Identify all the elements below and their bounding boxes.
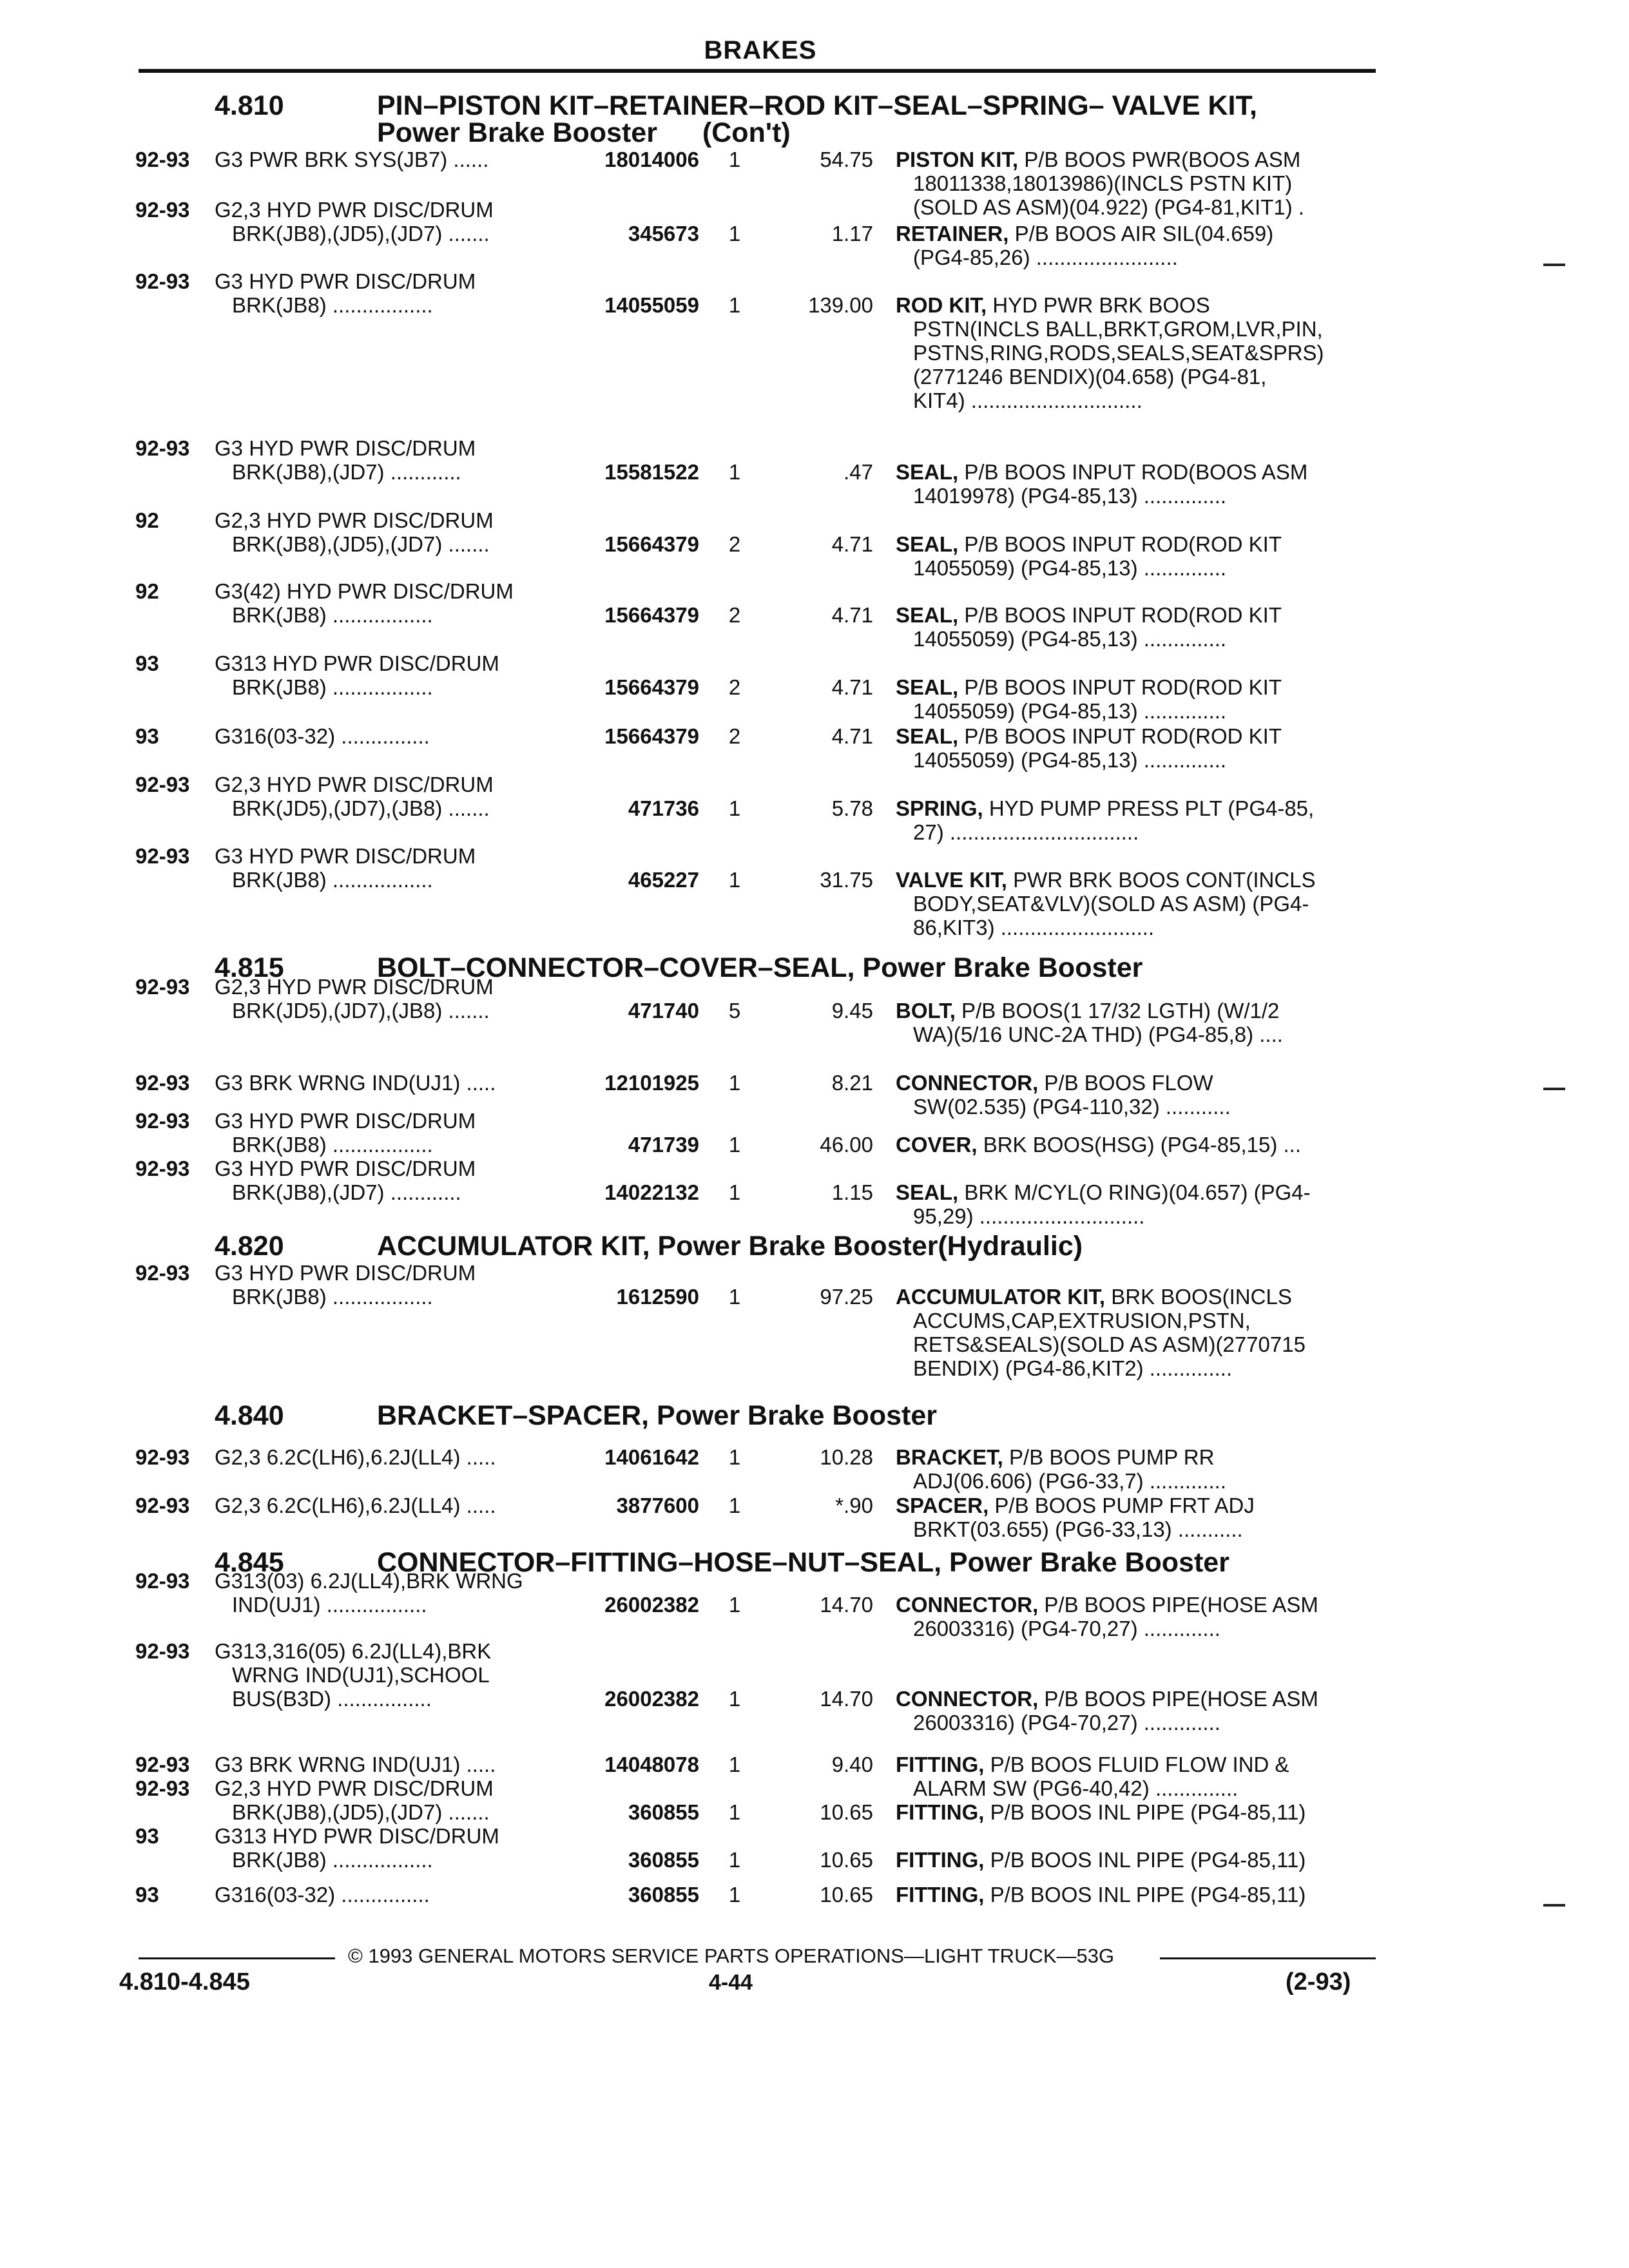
description-line [896, 1071, 1213, 1095]
application-line: G2,3 HYD PWR DISC/DRUM [215, 508, 494, 532]
price: 14.70 [820, 1687, 873, 1711]
model-year: 92-93 [135, 269, 190, 293]
description-line: 14019978) (PG4-85,13) .............. [913, 484, 1227, 508]
section-subtitle-text: Power Brake Booster [377, 117, 657, 148]
description-line [896, 1133, 1301, 1157]
quantity: 1 [728, 460, 741, 484]
description-text: P/B BOOS INL PIPE (PG4-85,11) [984, 1800, 1306, 1824]
description-line [896, 148, 1300, 171]
description-line: BRKT(03.655) (PG6-33,13) ........... [913, 1517, 1243, 1541]
description-line [896, 293, 1210, 317]
part-number: 360855 [628, 1800, 699, 1824]
description-text: BRK M/CYL(O RING)(04.657) (PG4- [958, 1180, 1311, 1204]
description-text: BRK BOOS(HSG) (PG4-85,15) ... [977, 1133, 1301, 1157]
application-line: BRK(JD5),(JD7),(JB8) ....... [232, 999, 490, 1023]
model-year: 92-93 [135, 1753, 190, 1776]
description-line: 14055059) (PG4-85,13) .............. [913, 699, 1227, 723]
description-line [896, 532, 1282, 556]
footer-copyright: © 1993 GENERAL MOTORS SERVICE PARTS OPERATIONS—LIGHT TRUCK—53G [348, 1945, 1115, 1967]
description-line: (PG4-85,26) ........................ [913, 245, 1178, 269]
section-title-rest: Power Brake Booster [941, 1547, 1229, 1578]
part-number: 14055059 [604, 293, 699, 317]
application-line: IND(UJ1) ................. [232, 1593, 427, 1617]
part-name: SPACER, [896, 1494, 989, 1517]
price: 46.00 [820, 1133, 873, 1157]
application-line: G3 HYD PWR DISC/DRUM [215, 269, 476, 293]
application-line: G316(03-32) ............... [215, 1883, 430, 1907]
description-line: PSTNS,RING,RODS,SEALS,SEAT&SPRS) [913, 341, 1324, 365]
part-name: BRACKET, [896, 1445, 1003, 1469]
description-line: RETS&SEALS)(SOLD AS ASM)(2770715 [913, 1332, 1306, 1356]
price: *.90 [835, 1494, 873, 1517]
quantity: 1 [728, 796, 741, 820]
model-year: 92 [135, 508, 159, 532]
description-text: P/B BOOS PIPE(HOSE ASM [1038, 1593, 1318, 1617]
section-title [377, 91, 1257, 120]
part-name: RETAINER, [896, 222, 1009, 245]
application-line: BRK(JB8) ................. [232, 293, 433, 317]
part-number: 18014006 [604, 148, 699, 171]
application-line: BRK(JB8) ................. [232, 675, 433, 699]
quantity: 1 [728, 1800, 741, 1824]
section-title-rest: Power Brake Booster [649, 1400, 937, 1431]
description-text: P/B BOOS PWR(BOOS ASM [1018, 148, 1301, 171]
section-subtitle [377, 119, 836, 147]
application-line: BRK(JB8),(JD5),(JD7) ....... [232, 532, 490, 556]
application-line: G3 PWR BRK SYS(JB7) ...... [215, 148, 489, 171]
part-name: FITTING, [896, 1753, 985, 1776]
section-title [377, 1232, 1083, 1260]
model-year: 92-93 [135, 773, 190, 796]
description-text: P/B BOOS FLUID FLOW IND & [984, 1753, 1289, 1776]
header-rule [139, 69, 1376, 73]
price: 4.71 [831, 603, 873, 627]
description-text: P/B BOOS(1 17/32 LGTH) (W/1/2 [955, 999, 1280, 1023]
model-year: 92 [135, 579, 159, 603]
part-name: FITTING, [896, 1800, 985, 1824]
price: 10.65 [820, 1800, 873, 1824]
application-line: BRK(JB8) ................. [232, 1848, 433, 1872]
model-year: 92-93 [135, 844, 190, 868]
description-line [896, 1883, 1306, 1907]
part-number: 360855 [628, 1848, 699, 1872]
application-line: BRK(JB8),(JD5),(JD7) ....... [232, 222, 490, 245]
application-line: G3 HYD PWR DISC/DRUM [215, 1261, 476, 1285]
application-line: G3(42) HYD PWR DISC/DRUM [215, 579, 514, 603]
description-line [896, 675, 1282, 699]
part-name: CONNECTOR, [896, 1687, 1039, 1711]
application-line: WRNG IND(UJ1),SCHOOL [232, 1663, 490, 1687]
section-number: 4.810 [215, 90, 284, 121]
application-line: BRK(JB8) ................. [232, 1285, 433, 1309]
model-year: 92-93 [135, 975, 190, 999]
quantity: 1 [728, 1687, 741, 1711]
description-line: 18011338,18013986)(INCLS PSTN KIT) [913, 171, 1293, 195]
section-title-main: BRACKET–SPACER, [377, 1400, 650, 1431]
application-line: BRK(JB8) ................. [232, 603, 433, 627]
model-year: 92-93 [135, 1776, 190, 1800]
description-line: PSTN(INCLS BALL,BRKT,GROM,LVR,PIN, [913, 317, 1323, 341]
footer-page-number: 4-44 [709, 1970, 753, 1995]
part-number: 14048078 [604, 1753, 699, 1776]
description-line [896, 460, 1307, 484]
description-line [896, 1593, 1318, 1617]
part-number: 15664379 [604, 532, 699, 556]
section-title-main: PIN–PISTON KIT–RETAINER–ROD KIT–SEAL–SPRING– VALVE KIT, [377, 90, 1257, 121]
model-year: 92-93 [135, 1157, 190, 1180]
footer-date: (2-93) [1286, 1968, 1351, 1995]
application-line: BRK(JB8) ................. [232, 1133, 433, 1157]
description-line [896, 222, 1273, 245]
price: 1.17 [831, 222, 873, 245]
part-number: 14022132 [604, 1180, 699, 1204]
description-line: 14055059) (PG4-85,13) .............. [913, 627, 1227, 651]
description-text: P/B BOOS FLOW [1038, 1071, 1213, 1095]
application-line: G2,3 HYD PWR DISC/DRUM [215, 773, 494, 796]
application-line: BRK(JB8),(JD7) ............ [232, 1180, 461, 1204]
application-line: G3 HYD PWR DISC/DRUM [215, 436, 476, 460]
part-name: SEAL, [896, 603, 959, 627]
part-name: PISTON KIT, [896, 148, 1019, 171]
description-line: 26003316) (PG4-70,27) ............. [913, 1617, 1220, 1640]
application-line: G313(03) 6.2J(LL4),BRK WRNG [215, 1569, 523, 1593]
part-name: ACCUMULATOR KIT, [896, 1285, 1106, 1309]
application-line: G313 HYD PWR DISC/DRUM [215, 651, 499, 675]
description-text: HYD PWR BRK BOOS [987, 293, 1210, 317]
quantity: 1 [728, 1071, 741, 1095]
part-number: 471740 [628, 999, 699, 1023]
quantity: 5 [728, 999, 741, 1023]
page-title: BRAKES [704, 36, 817, 64]
section-number: 4.820 [215, 1231, 284, 1262]
description-line [896, 796, 1314, 820]
description-line: WA)(5/16 UNC-2A THD) (PG4-85,8) .... [913, 1023, 1283, 1046]
part-name: SEAL, [896, 1180, 959, 1204]
quantity: 1 [728, 148, 741, 171]
part-number: 360855 [628, 1883, 699, 1907]
description-text: PWR BRK BOOS CONT(INCLS [1007, 868, 1316, 892]
price: 1.15 [831, 1180, 873, 1204]
description-line [896, 1753, 1289, 1776]
model-year: 92-93 [135, 198, 190, 222]
part-number: 471736 [628, 796, 699, 820]
description-line: ACCUMS,CAP,EXTRUSION,PSTN, [913, 1309, 1251, 1332]
description-line [896, 1180, 1311, 1204]
part-name: VALVE KIT, [896, 868, 1007, 892]
application-line: G3 BRK WRNG IND(UJ1) ..... [215, 1071, 496, 1095]
model-year: 93 [135, 1883, 159, 1907]
price: .47 [843, 460, 873, 484]
model-year: 92-93 [135, 1261, 190, 1285]
description-text: P/B BOOS AIR SIL(04.659) [1008, 222, 1274, 245]
application-line: BRK(JB8),(JD7) ............ [232, 460, 461, 484]
section-title-rest: Power Brake Booster(Hydraulic) [650, 1231, 1083, 1262]
section-title-main: ACCUMULATOR KIT, [377, 1231, 650, 1262]
part-number: 15664379 [604, 675, 699, 699]
quantity: 2 [728, 675, 741, 699]
application-line: G3 BRK WRNG IND(UJ1) ..... [215, 1753, 496, 1776]
application-line: G2,3 HYD PWR DISC/DRUM [215, 975, 494, 999]
description-line: ADJ(06.606) (PG6-33,7) ............. [913, 1469, 1227, 1493]
model-year: 92-93 [135, 436, 190, 460]
price: 54.75 [820, 148, 873, 171]
quantity: 2 [728, 532, 741, 556]
margin-mark [1543, 264, 1565, 266]
price: 97.25 [820, 1285, 873, 1309]
quantity: 1 [728, 293, 741, 317]
description-line: 14055059) (PG4-85,13) .............. [913, 748, 1227, 772]
part-name: CONNECTOR, [896, 1593, 1039, 1617]
model-year: 93 [135, 651, 159, 675]
quantity: 1 [728, 1285, 741, 1309]
model-year: 92-93 [135, 1494, 190, 1517]
application-line: G2,3 HYD PWR DISC/DRUM [215, 198, 494, 222]
quantity: 1 [728, 1133, 741, 1157]
description-text: P/B BOOS INPUT ROD(BOOS ASM [958, 460, 1308, 484]
model-year: 92-93 [135, 148, 190, 171]
application-line: G2,3 6.2C(LH6),6.2J(LL4) ..... [215, 1494, 496, 1517]
section-title-main: BOLT–CONNECTOR–COVER–SEAL, [377, 952, 855, 983]
description-line [896, 1285, 1292, 1309]
section-title-main: CONNECTOR–FITTING–HOSE–NUT–SEAL, [377, 1547, 942, 1578]
quantity: 1 [728, 1883, 741, 1907]
description-text: P/B BOOS INPUT ROD(ROD KIT [958, 603, 1282, 627]
price: 8.21 [831, 1071, 873, 1095]
part-name: COVER, [896, 1133, 978, 1157]
price: 5.78 [831, 796, 873, 820]
margin-mark [1543, 1088, 1565, 1090]
section-subtitle-note: (Con't) [702, 117, 791, 148]
quantity: 1 [728, 1494, 741, 1517]
application-line: BUS(B3D) ................ [232, 1687, 432, 1711]
application-line: BRK(JD5),(JD7),(JB8) ....... [232, 796, 490, 820]
application-line: G313 HYD PWR DISC/DRUM [215, 1824, 499, 1848]
part-number: 14061642 [604, 1445, 699, 1469]
section-number: 4.815 [215, 952, 284, 983]
part-number: 1612590 [616, 1285, 699, 1309]
part-name: SEAL, [896, 460, 959, 484]
description-line: 14055059) (PG4-85,13) .............. [913, 556, 1227, 580]
part-number: 3877600 [616, 1494, 699, 1517]
section-number: 4.840 [215, 1400, 284, 1431]
part-name: FITTING, [896, 1848, 985, 1872]
price: 4.71 [831, 724, 873, 748]
description-line: 86,KIT3) .......................... [913, 916, 1155, 939]
price: 4.71 [831, 532, 873, 556]
part-number: 465227 [628, 868, 699, 892]
price: 4.71 [831, 675, 873, 699]
section-title-rest: Power Brake Booster [854, 952, 1143, 983]
description-line: KIT4) ............................. [913, 389, 1142, 412]
description-line: BODY,SEAT&VLV)(SOLD AS ASM) (PG4- [913, 892, 1309, 916]
application-line: BRK(JB8) ................. [232, 868, 433, 892]
description-text: BRK BOOS(INCLS [1105, 1285, 1292, 1309]
description-text: P/B BOOS INPUT ROD(ROD KIT [958, 675, 1282, 699]
part-number: 471739 [628, 1133, 699, 1157]
part-number: 15581522 [604, 460, 699, 484]
description-line: 27) ................................ [913, 820, 1139, 844]
part-name: ROD KIT, [896, 293, 987, 317]
description-line [896, 1800, 1306, 1824]
description-text: P/B BOOS PUMP RR [1003, 1445, 1215, 1469]
description-line: BENDIX) (PG4-86,KIT2) .............. [913, 1356, 1233, 1380]
part-name: SPRING, [896, 796, 983, 820]
part-name: FITTING, [896, 1883, 985, 1907]
description-line [896, 724, 1282, 748]
price: 9.40 [831, 1753, 873, 1776]
application-line: G316(03-32) ............... [215, 724, 430, 748]
description-line [896, 1494, 1255, 1517]
price: 31.75 [820, 868, 873, 892]
model-year: 92-93 [135, 1639, 190, 1663]
price: 10.65 [820, 1883, 873, 1907]
application-line: G313,316(05) 6.2J(LL4),BRK [215, 1639, 492, 1663]
quantity: 1 [728, 1445, 741, 1469]
price: 14.70 [820, 1593, 873, 1617]
application-line: G2,3 6.2C(LH6),6.2J(LL4) ..... [215, 1445, 496, 1469]
part-name: SEAL, [896, 532, 959, 556]
model-year: 92-93 [135, 1445, 190, 1469]
section-title [377, 1401, 937, 1430]
application-line: G2,3 HYD PWR DISC/DRUM [215, 1776, 494, 1800]
application-line: BRK(JB8),(JD5),(JD7) ....... [232, 1800, 490, 1824]
quantity: 1 [728, 1848, 741, 1872]
application-line: G3 HYD PWR DISC/DRUM [215, 844, 476, 868]
quantity: 2 [728, 603, 741, 627]
model-year: 93 [135, 1824, 159, 1848]
application-line: G3 HYD PWR DISC/DRUM [215, 1157, 476, 1180]
quantity: 2 [728, 724, 741, 748]
part-name: BOLT, [896, 999, 956, 1023]
quantity: 1 [728, 222, 741, 245]
description-line: 26003316) (PG4-70,27) ............. [913, 1711, 1220, 1735]
footer-section-range: 4.810-4.845 [119, 1968, 250, 1995]
description-line [896, 1445, 1214, 1469]
part-name: CONNECTOR, [896, 1071, 1039, 1095]
model-year: 92-93 [135, 1071, 190, 1095]
part-number: 15664379 [604, 724, 699, 748]
model-year: 93 [135, 724, 159, 748]
part-name: SEAL, [896, 675, 959, 699]
description-text: P/B BOOS INL PIPE (PG4-85,11) [984, 1848, 1306, 1872]
quantity: 1 [728, 1593, 741, 1617]
section-number: 4.845 [215, 1547, 284, 1578]
description-line [896, 999, 1279, 1023]
margin-mark [1543, 1904, 1565, 1907]
description-line [896, 1848, 1306, 1872]
quantity: 1 [728, 1180, 741, 1204]
quantity: 1 [728, 1753, 741, 1776]
price: 139.00 [808, 293, 873, 317]
description-text: P/B BOOS PUMP FRT ADJ [988, 1494, 1255, 1517]
description-line: 95,29) ............................ [913, 1204, 1145, 1228]
description-line [896, 868, 1316, 892]
description-text: HYD PUMP PRESS PLT (PG4-85, [983, 796, 1315, 820]
part-number: 12101925 [604, 1071, 699, 1095]
quantity: 1 [728, 868, 741, 892]
description-text: P/B BOOS PIPE(HOSE ASM [1038, 1687, 1318, 1711]
description-line: (2771246 BENDIX)(04.658) (PG4-81, [913, 365, 1267, 389]
model-year: 92-93 [135, 1109, 190, 1133]
model-year: 92-93 [135, 1569, 190, 1593]
description-line [896, 603, 1282, 627]
part-name: SEAL, [896, 724, 959, 748]
description-line: (SOLD AS ASM)(04.922) (PG4-81,KIT1) . [913, 195, 1305, 219]
description-line: SW(02.535) (PG4-110,32) ........... [913, 1095, 1231, 1119]
footer-rule-left [139, 1957, 335, 1959]
footer-rule-right [1160, 1957, 1376, 1959]
price: 10.65 [820, 1848, 873, 1872]
description-line [896, 1687, 1318, 1711]
part-number: 26002382 [604, 1593, 699, 1617]
description-text: P/B BOOS INL PIPE (PG4-85,11) [984, 1883, 1306, 1907]
application-line: G3 HYD PWR DISC/DRUM [215, 1109, 476, 1133]
price: 10.28 [820, 1445, 873, 1469]
description-line: ALARM SW (PG6-40,42) .............. [913, 1776, 1239, 1800]
part-number: 345673 [628, 222, 699, 245]
part-number: 15664379 [604, 603, 699, 627]
description-text: P/B BOOS INPUT ROD(ROD KIT [958, 532, 1282, 556]
price: 9.45 [831, 999, 873, 1023]
part-number: 26002382 [604, 1687, 699, 1711]
description-text: P/B BOOS INPUT ROD(ROD KIT [958, 724, 1282, 748]
